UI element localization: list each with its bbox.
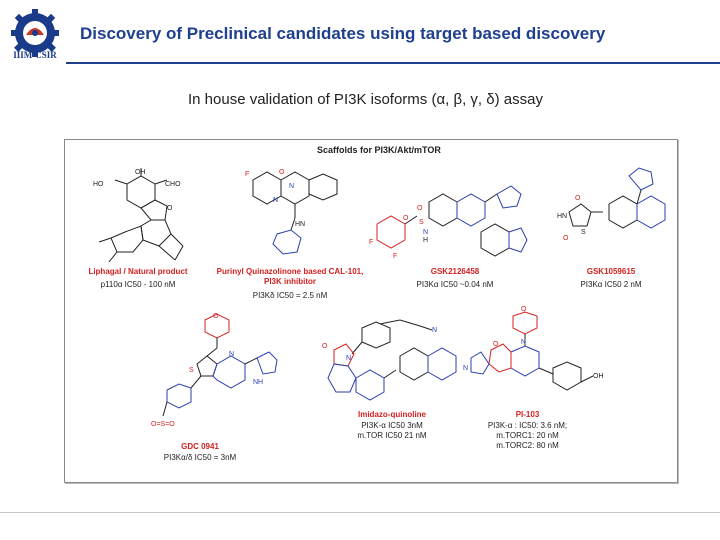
svg-text:S: S <box>189 367 194 374</box>
gsk2126458-structure <box>363 172 528 264</box>
compound-activity: PI3K-α : IC50: 3.6 nM; <box>487 421 568 430</box>
svg-text:N: N <box>346 355 352 362</box>
svg-text:F: F <box>245 171 250 178</box>
svg-text:O: O <box>403 215 409 222</box>
compound-activity: PI3K-α IC50 3nM <box>361 421 423 430</box>
panel-title: Scaffolds for PI3K/Akt/mTOR <box>317 145 441 155</box>
compound-name: Imidazo-quinoline <box>358 410 426 419</box>
cal-101-structure <box>233 164 348 264</box>
svg-text:N: N <box>463 365 469 372</box>
svg-text:OH: OH <box>135 169 146 176</box>
compound-name: GSK2126458 <box>430 267 480 276</box>
svg-text:HO: HO <box>93 181 104 188</box>
pi-103-structure <box>463 306 613 407</box>
svg-text:S: S <box>419 219 424 226</box>
svg-text:O: O <box>322 343 328 350</box>
compound-activity: PI3Kα IC50 ~0.04 nM <box>416 280 494 289</box>
svg-text:OH: OH <box>593 373 604 380</box>
logo-text: IIIM-CSIR <box>13 50 57 60</box>
svg-text:N: N <box>289 183 295 190</box>
compound-name: Liphagal / Natural product <box>88 267 188 276</box>
svg-text:O: O <box>493 341 499 348</box>
imidazo-quinoline-structure <box>320 312 470 407</box>
compound-activity: PI3Kα IC50 2 nM <box>580 280 642 289</box>
svg-text:O: O <box>417 205 423 212</box>
svg-text:F: F <box>369 239 374 246</box>
compound-activity: m.TOR IC50 21 nM <box>357 431 427 440</box>
footer-divider <box>0 512 720 513</box>
svg-text:N: N <box>229 351 235 358</box>
compound-activity: PI3Kα/δ IC50 = 3nM <box>163 453 237 462</box>
svg-text:HN: HN <box>557 213 568 220</box>
gsk1059615-structure <box>549 162 673 262</box>
svg-text:F: F <box>393 253 398 260</box>
scaffold-figure-panel <box>64 139 678 483</box>
svg-text:O: O <box>279 169 285 176</box>
compound-activity: p110α IC50 - 100 nM <box>100 280 176 289</box>
compound-activity: PI3Kδ IC50 = 2.5 nM <box>252 291 328 300</box>
svg-text:N: N <box>521 339 527 346</box>
subtitle: In house validation of PI3K isoforms (α, β, γ, δ) assay <box>188 91 543 108</box>
svg-text:NH: NH <box>253 379 264 386</box>
svg-text:H: H <box>423 237 429 244</box>
svg-text:O: O <box>521 306 527 313</box>
compound-name: GDC 0941 <box>181 442 219 451</box>
svg-text:O: O <box>213 313 219 320</box>
svg-text:O: O <box>167 205 173 212</box>
compound-activity: m.TORC2: 80 nM <box>496 441 559 450</box>
svg-text:N: N <box>273 197 279 204</box>
compound-name: PI-103 <box>515 410 540 419</box>
svg-text:O=S=O: O=S=O <box>151 421 175 428</box>
page-title: Discovery of Preclinical candidates using target based discovery <box>80 24 606 43</box>
svg-text:S: S <box>581 229 586 236</box>
svg-text:CHO: CHO <box>165 181 181 188</box>
svg-text:N: N <box>423 229 429 236</box>
header-divider <box>66 62 720 64</box>
compound-name: Purinyl Quinazolinone based CAL-101, PI3K inhibitor <box>216 267 364 286</box>
gdc-0941-structure <box>145 312 280 432</box>
svg-text:HN: HN <box>295 221 306 228</box>
liphagal-structure <box>85 166 200 268</box>
compound-name: GSK1059615 <box>586 267 636 276</box>
svg-text:N: N <box>432 327 438 334</box>
svg-text:O: O <box>563 235 569 242</box>
compound-activity: m.TORC1: 20 nM <box>496 431 559 440</box>
svg-text:O: O <box>575 195 581 202</box>
